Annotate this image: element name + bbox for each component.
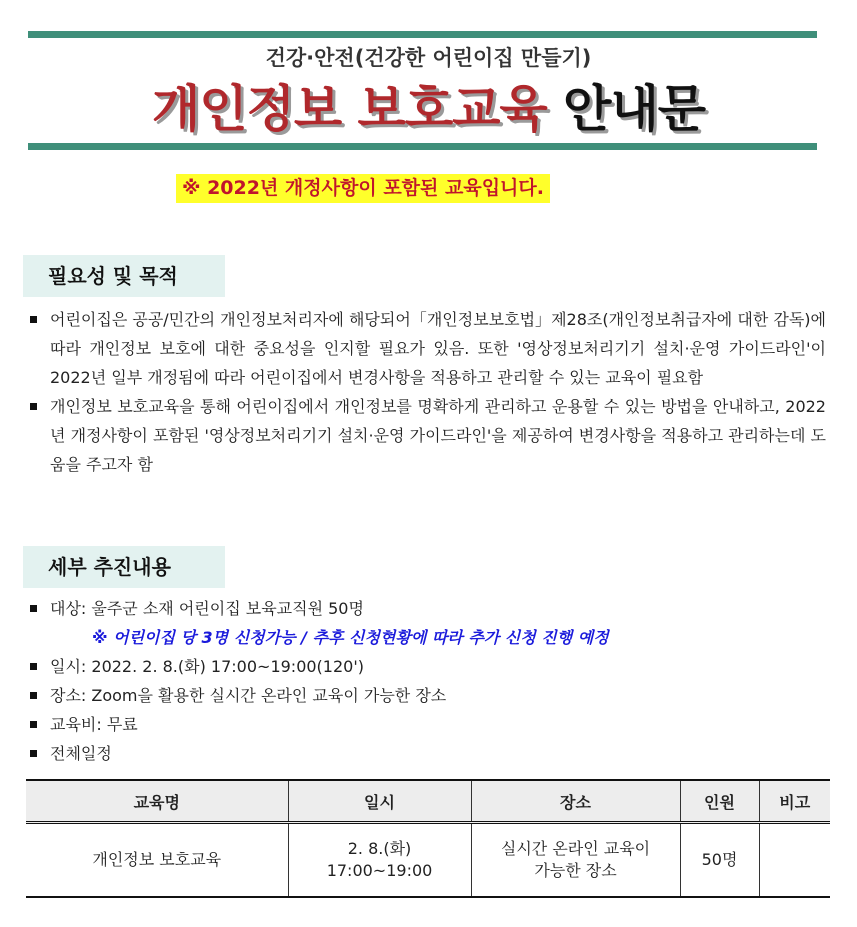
cell-date: [288, 823, 471, 898]
doc-title: [0, 78, 857, 140]
list-item-place: 장소: Zoom을 활용한 실시간 온라인 교육이 가능한 장소: [30, 681, 826, 710]
col-header-date: 일시: [288, 780, 471, 823]
list-item-target: 대상: 울주군 소재 어린이집 보육교직원 50명: [30, 594, 826, 623]
revision-notice: ※ 2022년 개정사항이 포함된 교육입니다.: [176, 174, 550, 203]
top-rule: [28, 31, 817, 38]
schedule-table: [26, 779, 830, 898]
cell-count: 50명: [680, 823, 759, 898]
cell-name: 개인정보 보호교육: [26, 823, 288, 898]
cell-remark: [759, 823, 830, 898]
col-header-name: 교육명: [26, 780, 288, 823]
table-row: [26, 823, 830, 898]
col-header-remark: 비고: [759, 780, 830, 823]
list-item-schedule: 전체일정: [30, 739, 826, 768]
doc-title-red: 개인정보 보호교육: [151, 80, 547, 138]
cell-date-day: 2. 8.(화): [347, 839, 412, 858]
list-item-fee: 교육비: 무료: [30, 710, 826, 739]
table-header-row: [26, 780, 830, 823]
purpose-list: [30, 305, 826, 479]
cell-place-line2: 가능한 장소: [534, 861, 617, 880]
col-header-place: 장소: [471, 780, 680, 823]
col-header-count: 인원: [680, 780, 759, 823]
bottom-rule: [28, 143, 817, 150]
details-list: [30, 594, 826, 768]
application-note: ※ 어린이집 당 3명 신청가능 / 추후 신청현황에 따라 추가 신청 진행 예정: [92, 628, 609, 647]
cell-date-time: 17:00~19:00: [326, 861, 433, 880]
cell-place: [471, 823, 680, 898]
section-heading-purpose: 필요성 및 목적: [23, 255, 225, 297]
doc-title-black: 안내문: [563, 80, 706, 138]
list-item: 개인정보 보호교육을 통해 어린이집에서 개인정보를 명확하게 관리하고 운용할 수 있는 방법을 안내하고, 2022년 개정사항이 포함된 '영상정보처리기기 설치·운영 가이드라인'을 제공하여 변경사항을 적용하고 관리하는데 도움을 주고자 함: [30, 392, 826, 479]
list-item-datetime: 일시: 2022. 2. 8.(화) 17:00~19:00(120'): [30, 652, 826, 681]
cell-place-line1: 실시간 온라인 교육이: [500, 839, 651, 858]
section-heading-details: 세부 추진내용: [23, 546, 225, 588]
doc-subtitle: 건강·안전(건강한 어린이집 만들기): [265, 46, 592, 70]
list-item: 어린이집은 공공/민간의 개인정보처리자에 해당되어「개인정보보호법」제28조(개인정보취급자에 대한 감독)에 따라 개인정보 보호에 대한 중요성을 인지할 필요가 있음. 또한 '영상정보처리기기 설치·운영 가이드라인'이 2022년 일부 개정됨에 따라 어린이집에서 변경사항을 적용하고 관리할 수 있는 교육이 필요함: [30, 305, 826, 392]
